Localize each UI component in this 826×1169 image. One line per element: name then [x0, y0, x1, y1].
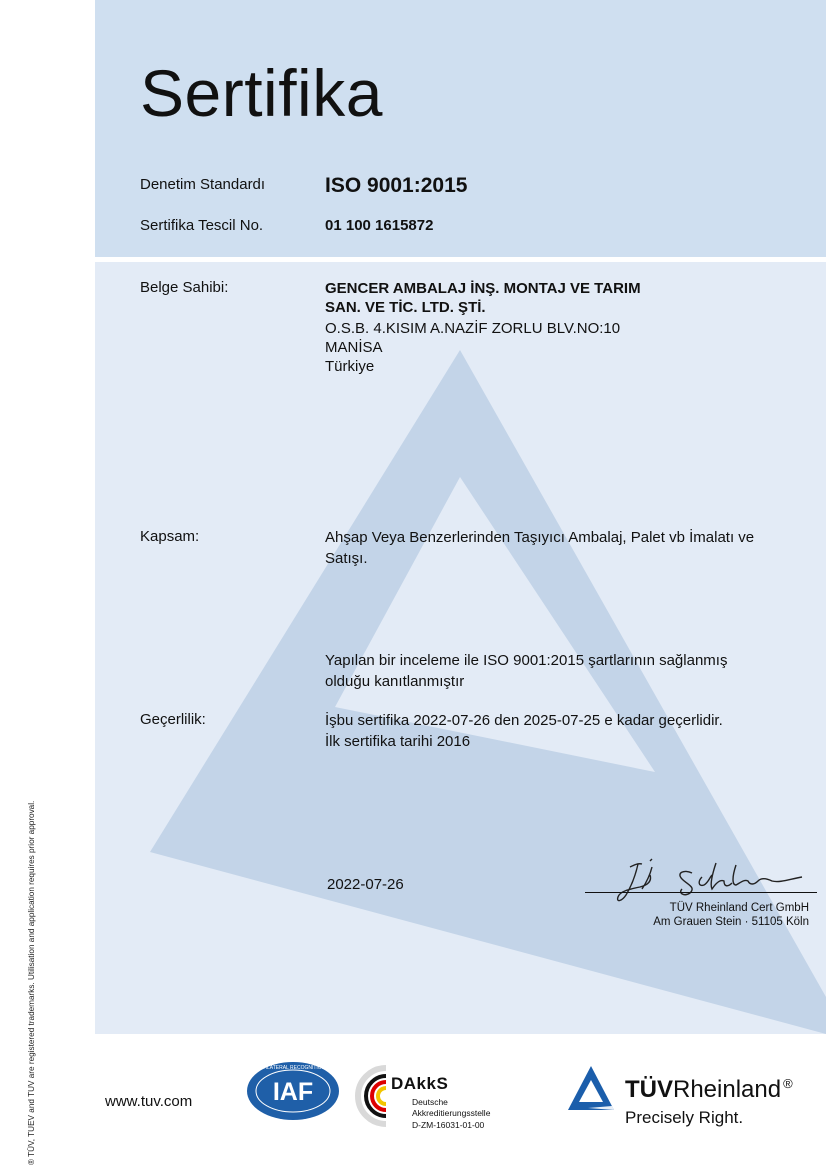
signature-line — [585, 892, 817, 893]
dakks-arc-icon — [350, 1060, 410, 1135]
holder-address — [325, 319, 620, 376]
evidence-statement — [325, 650, 727, 692]
iaf-text: IAF — [272, 1078, 314, 1106]
validity-label: Geçerlilik: — [140, 711, 206, 728]
evidence-line1: Yapılan bir inceleme ile ISO 9001:2015 şartlarının sağlanmış — [325, 652, 728, 669]
dakks-line2: Akkreditierungsstelle — [412, 1108, 491, 1118]
registration-label: Sertifika Tescil No. — [140, 217, 264, 234]
holder-address-line1: O.S.B. 4.KISIM A.NAZİF ZORLU BLV.NO:10 — [325, 320, 621, 337]
iaf-ring-text: MEMBER OF MULTILATERAL RECOGNITION ARRANGEMENT — [220, 1065, 366, 1071]
cert-body-name: TÜV Rheinland Cert GmbH — [669, 902, 809, 914]
holder-name — [325, 279, 641, 317]
validity-line2: İlk sertifika tarihi 2016 — [325, 733, 471, 750]
registration-value: 01 100 1615872 — [325, 217, 434, 234]
evidence-line2: olduğu kanıtlanmıştır — [325, 673, 465, 690]
dakks-name: DAkkS — [391, 1074, 449, 1093]
certificate-title: Sertifika — [140, 56, 383, 130]
cert-body-address: Am Grauen Stein · 51105 Köln — [653, 916, 809, 928]
scope-line2: Satışı. — [325, 550, 368, 567]
tuv-brand-rest: Rheinland — [673, 1076, 782, 1103]
tuv-registered-mark: ® — [783, 1076, 793, 1091]
tuv-slogan: Precisely Right. — [625, 1108, 744, 1127]
validity-text — [325, 710, 723, 752]
holder-address-line2: MANİSA — [325, 339, 383, 356]
standard-value: ISO 9001:2015 — [325, 174, 468, 197]
dakks-line3: D-ZM-16031-01-00 — [412, 1120, 485, 1130]
certification-body — [653, 901, 809, 929]
trademark-notice: ® TÜV, TUEV and TUV are registered trademarks. Utilisation and application requires prior approval. — [27, 800, 36, 1165]
standard-label: Denetim Standardı — [140, 176, 266, 193]
tuv-brand-bold: TÜV — [625, 1076, 673, 1103]
scope-label: Kapsam: — [140, 528, 200, 545]
holder-label: Belge Sahibi: — [140, 279, 229, 296]
tuv-brand — [625, 1076, 793, 1104]
dakks-line1: Deutsche — [412, 1097, 448, 1107]
footer-url: www.tuv.com — [105, 1093, 193, 1110]
validity-line1: İşbu sertifika 2022-07-26 den 2025-07-25 e kadar geçerlidir. — [325, 712, 723, 729]
holder-name-line1: GENCER AMBALAJ İNŞ. MONTAJ VE TARIM — [325, 280, 641, 297]
scope-line1: Ahşap Veya Benzerlerinden Taşıyıcı Ambalaj, Palet vb İmalatı ve — [325, 529, 755, 546]
dakks-logo — [350, 1060, 520, 1135]
scope-text — [325, 527, 754, 569]
holder-address-line3: Türkiye — [325, 358, 375, 375]
iaf-logo-icon — [220, 1060, 366, 1122]
issue-date: 2022-07-26 — [327, 876, 404, 893]
tuv-triangle-logo-icon — [566, 1064, 616, 1112]
holder-name-line2: SAN. VE TİC. LTD. ŞTİ. — [325, 299, 486, 316]
